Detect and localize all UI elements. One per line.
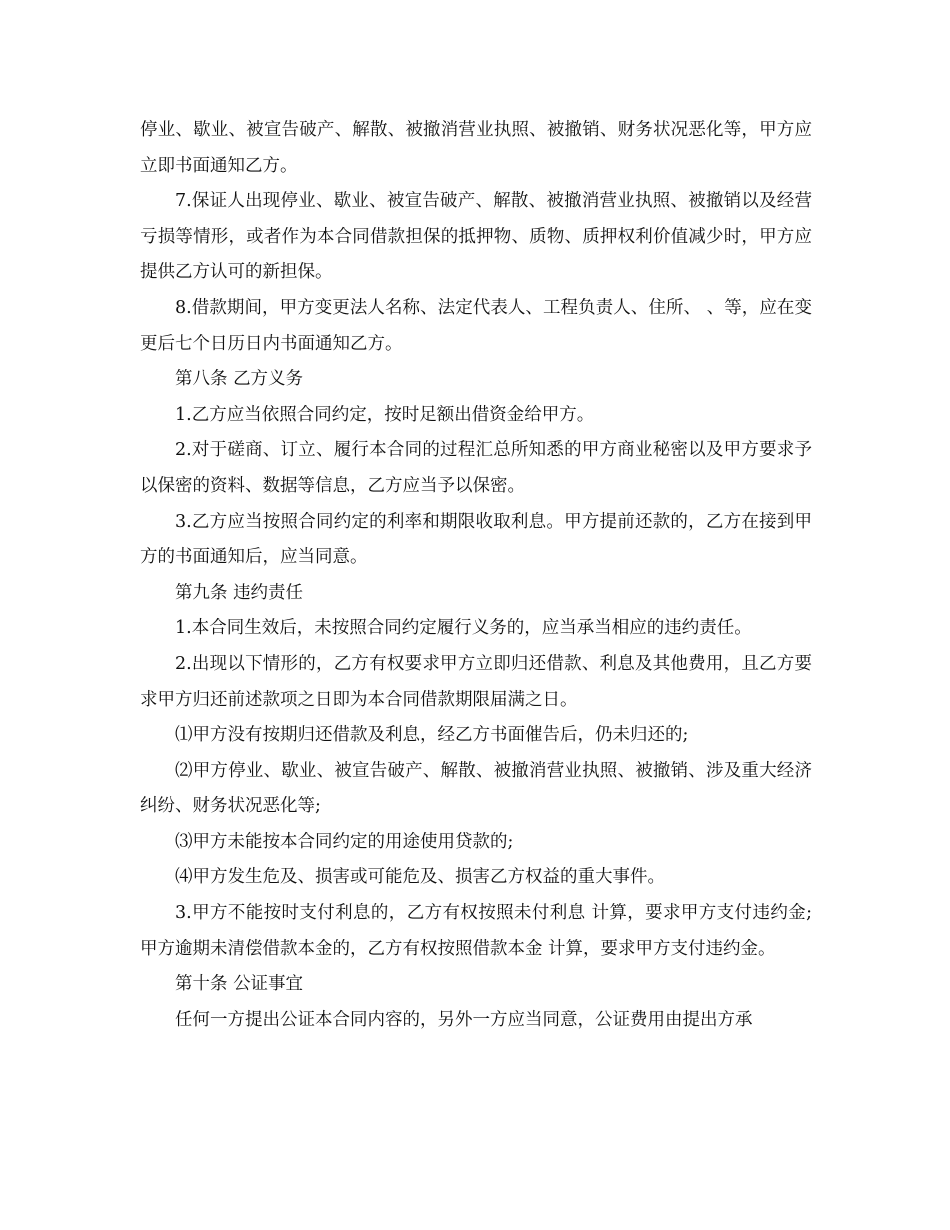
list-item: ⑴甲方没有按期归还借款及利息，经乙方书面催告后，仍未归还的; (175, 725, 689, 746)
paragraph: 1.乙方应当依照合同约定，按时足额出借资金给甲方。 (175, 404, 595, 425)
section-heading: 第十条 公证事宜 (175, 974, 304, 995)
list-item: ⑶甲方未能按本合同约定的用途使用贷款的; (175, 831, 514, 852)
paragraph: 8.借款期间，甲方变更法人名称、法定代表人、工程负责人、住所、 、等，应在变更后七个日历日内书面通知乙方。 (140, 297, 812, 354)
paragraph: 1.本合同生效后，未按照合同约定履行义务的，应当承当相应的违约责任。 (175, 618, 752, 639)
section-heading: 第九条 违约责任 (175, 582, 304, 603)
paragraph: 3.乙方应当按照合同约定的利率和期限收取利息。甲方提前还款的，乙方在接到甲方的书面通知后，应当同意。 (140, 511, 812, 568)
paragraph: 7.保证人出现停业、歇业、被宣告破产、解散、被撤消营业执照、被撤销以及经营亏损等情形，或者作为本合同借款担保的抵押物、质物、质押权利价值减少时，甲方应提供乙方认可的新担保。 (140, 191, 812, 283)
section-heading: 第八条 乙方义务 (175, 369, 304, 390)
paragraph: 停业、歇业、被宣告破产、解散、被撤消营业执照、被撤销、财务状况恶化等，甲方应立即书面通知乙方。 (140, 120, 812, 176)
document-body (140, 113, 812, 1038)
paragraph: 2.对于磋商、订立、履行本合同的过程汇总所知悉的甲方商业秘密以及甲方要求予以保密的资料、数据等信息，乙方应当予以保密。 (140, 440, 812, 496)
list-item: ⑵甲方停业、歇业、被宣告破产、解散、被撤消营业执照、被撤销、涉及重大经济纠纷、财务状况恶化等; (140, 760, 812, 817)
paragraph: 2.出现以下情形的，乙方有权要求甲方立即归还借款、利息及其他费用，且乙方要求甲方归还前述款项之日即为本合同借款期限届满之日。 (140, 653, 812, 710)
paragraph: 任何一方提出公证本合同内容的，另外一方应当同意，公证费用由提出方承 (175, 1009, 753, 1030)
list-item: ⑷甲方发生危及、损害或可能危及、损害乙方权益的重大事件。 (175, 867, 665, 888)
paragraph: 3.甲方不能按时支付利息的，乙方有权按照未付利息 计算，要求甲方支付违约金;甲方逾期未清偿借款本金的，乙方有权按照借款本金 计算，要求甲方支付违约金。 (140, 903, 812, 959)
